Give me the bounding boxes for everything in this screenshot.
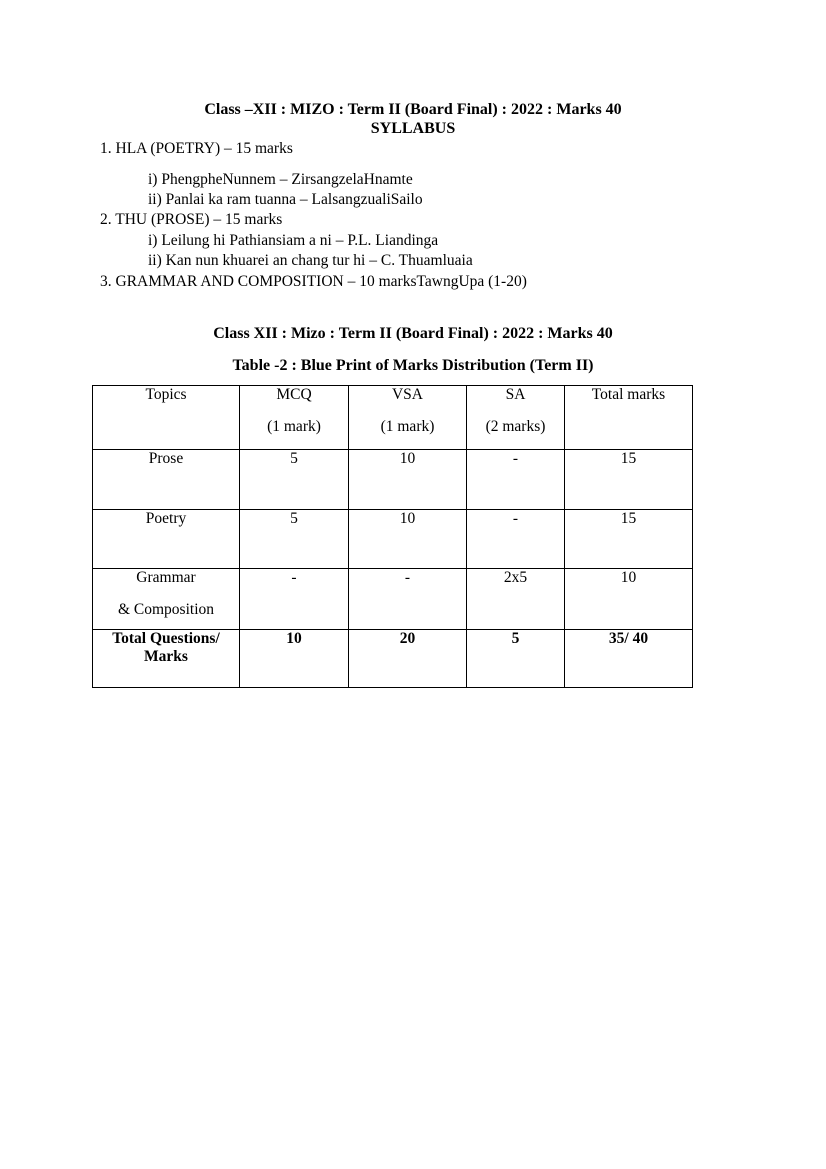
- row-sa: -: [467, 450, 565, 510]
- row-mcq: -: [240, 569, 349, 630]
- footer-label: Total Questions/ Marks: [93, 630, 240, 688]
- row-topic: Prose: [93, 450, 240, 510]
- header-mcq: MCQ (1 mark): [240, 386, 349, 450]
- row-sa: -: [467, 510, 565, 569]
- footer-vsa: 20: [349, 630, 467, 688]
- table-row: [93, 569, 693, 630]
- row-vsa: 10: [349, 510, 467, 569]
- poetry-item-1: i) PhengpheNunnem – ZirsangzelaHnamte: [148, 171, 413, 188]
- row-mcq: 5: [240, 510, 349, 569]
- section-prose: 2. THU (PROSE) – 15 marks: [100, 211, 283, 228]
- row-vsa: -: [349, 569, 467, 630]
- header-vsa: VSA (1 mark): [349, 386, 467, 450]
- table-header-row: [93, 386, 693, 450]
- footer-sa: 5: [467, 630, 565, 688]
- table-footer-row: [93, 630, 693, 688]
- row-total: 10: [565, 569, 693, 630]
- table-title: Table -2 : Blue Print of Marks Distribution (Term II): [232, 357, 594, 374]
- row-sa: 2x5: [467, 569, 565, 630]
- row-total: 15: [565, 510, 693, 569]
- prose-item-2: ii) Kan nun khuarei an chang tur hi – C. Thuamluaia: [148, 252, 473, 269]
- poetry-item-2: ii) Panlai ka ram tuanna – LalsangzualiSailo: [148, 191, 423, 208]
- table-row: [93, 450, 693, 510]
- footer-mcq: 10: [240, 630, 349, 688]
- row-topic: Poetry: [93, 510, 240, 569]
- row-total: 15: [565, 450, 693, 510]
- section-grammar: 3. GRAMMAR AND COMPOSITION – 10 marksTawngUpa (1-20): [100, 273, 527, 290]
- row-mcq: 5: [240, 450, 349, 510]
- row-topic: Grammar & Composition: [93, 569, 240, 630]
- section-poetry: 1. HLA (POETRY) – 15 marks: [100, 140, 293, 157]
- header-topics: Topics: [93, 386, 240, 450]
- table-row: [93, 510, 693, 569]
- prose-item-1: i) Leilung hi Pathiansiam a ni – P.L. Liandinga: [148, 232, 439, 249]
- marks-distribution-table: [92, 385, 693, 688]
- syllabus-heading: SYLLABUS: [370, 120, 456, 137]
- header-total: Total marks: [565, 386, 693, 450]
- header-sa: SA (2 marks): [467, 386, 565, 450]
- footer-total: 35/ 40: [565, 630, 693, 688]
- page-title: Class –XII : MIZO : Term II (Board Final) : 2022 : Marks 40: [204, 101, 622, 118]
- blueprint-title: Class XII : Mizo : Term II (Board Final) : 2022 : Marks 40: [213, 325, 613, 342]
- row-vsa: 10: [349, 450, 467, 510]
